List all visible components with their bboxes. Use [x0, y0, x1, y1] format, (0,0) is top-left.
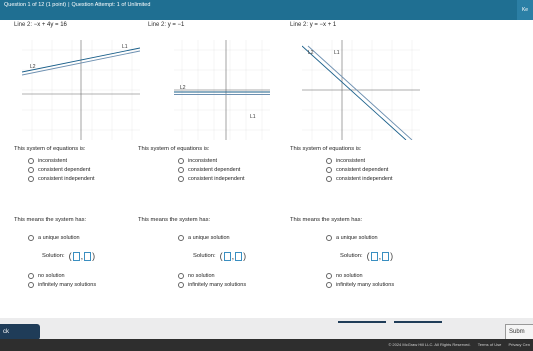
radio-icon[interactable]: [178, 176, 184, 182]
x-input[interactable]: [371, 252, 378, 261]
solution-entry: Solution: ( , ): [340, 251, 394, 261]
progress-segment: [394, 321, 442, 323]
option-infinitely-many[interactable]: infinitely many solutions: [326, 282, 394, 288]
option-no-solution[interactable]: no solution: [326, 273, 363, 279]
radio-icon[interactable]: [326, 167, 332, 173]
line-equation-title: Line 2: −x + 4y = 16: [14, 22, 67, 28]
radio-icon[interactable]: [28, 235, 34, 241]
option-consistent-independent[interactable]: consistent independent: [178, 176, 245, 182]
question-label: Question 1 of 12 (1 point) | Question Attempt: 1 of Unlimited: [4, 2, 151, 8]
y-input[interactable]: [235, 252, 242, 261]
y-input[interactable]: [382, 252, 389, 261]
question-header: [0, 0, 533, 20]
means-prompt: This means the system has:: [138, 217, 211, 223]
back-button[interactable]: ck: [0, 324, 40, 340]
option-consistent-dependent[interactable]: consistent dependent: [326, 167, 388, 173]
solution-entry: Solution: ( , ): [193, 251, 247, 261]
radio-icon[interactable]: [28, 282, 34, 288]
option-consistent-dependent[interactable]: consistent dependent: [28, 167, 90, 173]
copyright-bar: [0, 339, 533, 351]
option-no-solution[interactable]: no solution: [28, 273, 65, 279]
system-2: [138, 20, 298, 318]
terms-link[interactable]: Terms of Use: [477, 342, 502, 347]
radio-icon[interactable]: [326, 235, 332, 241]
radio-icon[interactable]: [178, 235, 184, 241]
radio-icon[interactable]: [178, 167, 184, 173]
line-equation-title: Line 2: y = −x + 1: [290, 22, 337, 28]
option-no-solution[interactable]: no solution: [178, 273, 215, 279]
question-panel: [0, 20, 533, 318]
radio-icon[interactable]: [178, 282, 184, 288]
option-consistent-independent[interactable]: consistent independent: [28, 176, 95, 182]
coordinate-input[interactable]: ( , ): [219, 251, 247, 261]
radio-icon[interactable]: [326, 176, 332, 182]
x-input[interactable]: [224, 252, 231, 261]
graph-1: [22, 40, 140, 158]
solution-entry: Solution: ( , ): [42, 251, 96, 261]
coordinate-input[interactable]: ( , ): [68, 251, 96, 261]
coordinate-input[interactable]: ( , ): [366, 251, 394, 261]
option-infinitely-many[interactable]: infinitely many solutions: [178, 282, 246, 288]
submit-button[interactable]: Subm: [505, 324, 533, 340]
radio-icon[interactable]: [326, 273, 332, 279]
option-inconsistent[interactable]: inconsistent: [178, 158, 217, 164]
progress-indicator: [338, 321, 448, 325]
means-prompt: This means the system has:: [290, 217, 363, 223]
option-unique-solution[interactable]: a unique solution: [28, 235, 80, 241]
graph-3: [302, 40, 420, 158]
equation: −x + 4y = 16: [33, 22, 67, 28]
equation: y = −1: [167, 22, 185, 28]
radio-icon[interactable]: [28, 158, 34, 164]
svg-text:L2: L2: [30, 64, 36, 70]
system-type-prompt: This system of equations is:: [14, 146, 86, 152]
header-right-button[interactable]: Ke: [517, 0, 533, 20]
copyright-text: © 2024 McGraw Hill LLC. All Rights Reserved.: [388, 342, 471, 347]
option-inconsistent[interactable]: inconsistent: [326, 158, 365, 164]
radio-icon[interactable]: [28, 176, 34, 182]
option-unique-solution[interactable]: a unique solution: [178, 235, 230, 241]
privacy-link[interactable]: Privacy Cen: [508, 342, 530, 347]
option-unique-solution[interactable]: a unique solution: [326, 235, 378, 241]
equation: y = −x + 1: [309, 22, 337, 28]
option-consistent-independent[interactable]: consistent independent: [326, 176, 393, 182]
option-consistent-dependent[interactable]: consistent dependent: [178, 167, 240, 173]
svg-text:L1: L1: [250, 114, 256, 120]
svg-text:L2: L2: [308, 50, 314, 56]
graph-2: [174, 40, 292, 158]
option-infinitely-many[interactable]: infinitely many solutions: [28, 282, 96, 288]
radio-icon[interactable]: [326, 158, 332, 164]
means-prompt: This means the system has:: [14, 217, 87, 223]
radio-icon[interactable]: [28, 167, 34, 173]
option-inconsistent[interactable]: inconsistent: [28, 158, 67, 164]
progress-segment: [338, 321, 386, 323]
radio-icon[interactable]: [28, 273, 34, 279]
system-type-prompt: This system of equations is:: [290, 146, 362, 152]
y-input[interactable]: [84, 252, 91, 261]
radio-icon[interactable]: [178, 158, 184, 164]
svg-text:L1: L1: [122, 44, 128, 50]
radio-icon[interactable]: [178, 273, 184, 279]
x-input[interactable]: [73, 252, 80, 261]
svg-text:L1: L1: [334, 50, 340, 56]
system-type-prompt: This system of equations is:: [138, 146, 210, 152]
svg-text:L2: L2: [180, 85, 186, 91]
system-3: [290, 20, 450, 318]
radio-icon[interactable]: [326, 282, 332, 288]
line-equation-title: Line 2: y = −1: [148, 22, 185, 28]
